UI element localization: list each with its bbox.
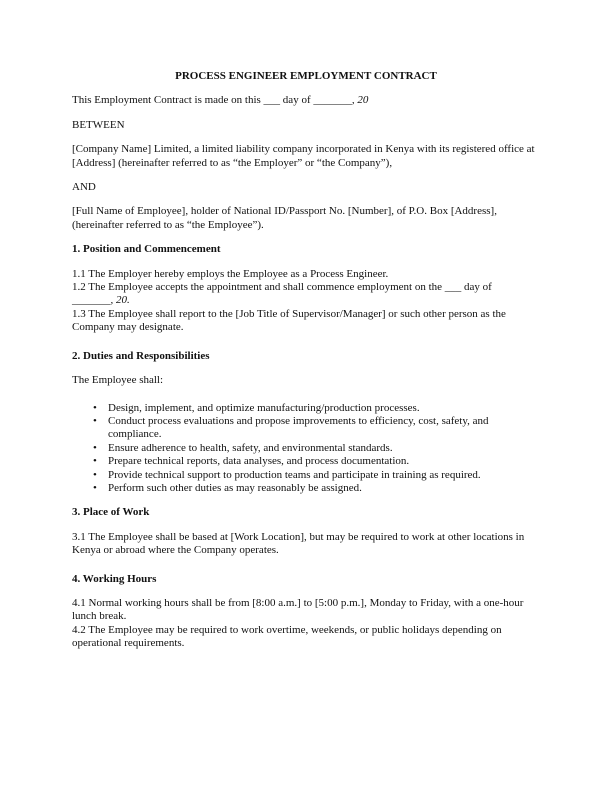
- bullet-icon: •: [93, 481, 97, 494]
- section-heading-working-hours: 4. Working Hours: [72, 572, 157, 585]
- intro-paragraph: [72, 94, 540, 107]
- intro-text: This Employment Contract is made on this ___ day of _______: [72, 94, 352, 107]
- duty-text: Ensure adherence to health, safety, and environmental standards.: [108, 441, 393, 454]
- duty-item: [93, 468, 540, 482]
- duties-list: [72, 402, 540, 496]
- duty-text: Conduct process evaluations and propose improvements to efficiency, cost, safety, and compliance.: [108, 414, 489, 441]
- duty-item: [93, 481, 540, 495]
- section-body-place-of-work: [72, 531, 540, 558]
- section-heading-duties: 2. Duties and Responsibilities: [72, 349, 210, 362]
- duty-item: [93, 401, 540, 415]
- document-page: [72, 70, 540, 651]
- clause-1-2-year: , 20.: [110, 294, 130, 307]
- bullet-icon: •: [93, 468, 97, 481]
- duty-text: Provide technical support to production teams and participate in training as required.: [108, 468, 481, 481]
- duty-item: [93, 441, 540, 455]
- clause-4-2: 4.2 The Employee may be required to work overtime, weekends, or public holidays depending on operational requirements.: [72, 623, 502, 650]
- duties-intro: The Employee shall:: [72, 374, 164, 387]
- clause-1-1: 1.1 The Employer hereby employs the Employee as a Process Engineer.: [72, 267, 389, 280]
- bullet-icon: •: [93, 401, 97, 414]
- clause-1-2: 1.2 The Employee accepts the appointment and shall commence employment on the ___ day of: [72, 281, 492, 294]
- clause-1-2-continued: [72, 294, 540, 307]
- bullet-icon: •: [93, 455, 97, 468]
- clause-3-1: 3.1 The Employee shall be based at [Work Location], but may be required to work at other locations in Kenya or abroad where the Company operates.: [72, 530, 525, 557]
- section-body-working-hours: [72, 597, 540, 651]
- employee-paragraph: [Full Name of Employee], holder of National ID/Passport No. [Number], of P.O. Box [Address], (hereinafter referred to as “the Employee”).: [72, 205, 497, 231]
- section-heading-place-of-work: 3. Place of Work: [72, 506, 150, 519]
- employer-paragraph: [Company Name] Limited, a limited liability company incorporated in Kenya with its registered office at [Address] (hereinafter referred to as “the Employer” or “the Company”),: [72, 143, 535, 169]
- section-heading-position: 1. Position and Commencement: [72, 243, 221, 256]
- clause-1-3: 1.3 The Employee shall report to the [Job Title of Supervisor/Manager] or such other person as the Company may designate.: [72, 307, 506, 334]
- duty-item: [93, 414, 540, 442]
- between-label: BETWEEN: [72, 118, 125, 131]
- duty-text: Prepare technical reports, data analyses, and process documentation.: [108, 455, 410, 468]
- duty-item: [93, 455, 540, 468]
- section-body-position: [72, 268, 540, 335]
- clause-4-1: 4.1 Normal working hours shall be from [8:00 a.m.] to [5:00 p.m.], Monday to Friday, with a one-hour lunch break.: [72, 596, 524, 623]
- bullet-icon: •: [93, 414, 97, 427]
- intro-year: , 20: [351, 94, 369, 107]
- clause-1-2-blank: _______: [72, 294, 111, 307]
- duty-text: Design, implement, and optimize manufacturing/production processes.: [108, 401, 420, 414]
- document-title: PROCESS ENGINEER EMPLOYMENT CONTRACT: [175, 70, 437, 82]
- duty-text: Perform such other duties as may reasonably be assigned.: [108, 481, 362, 494]
- bullet-icon: •: [93, 441, 97, 454]
- and-label: AND: [72, 181, 96, 194]
